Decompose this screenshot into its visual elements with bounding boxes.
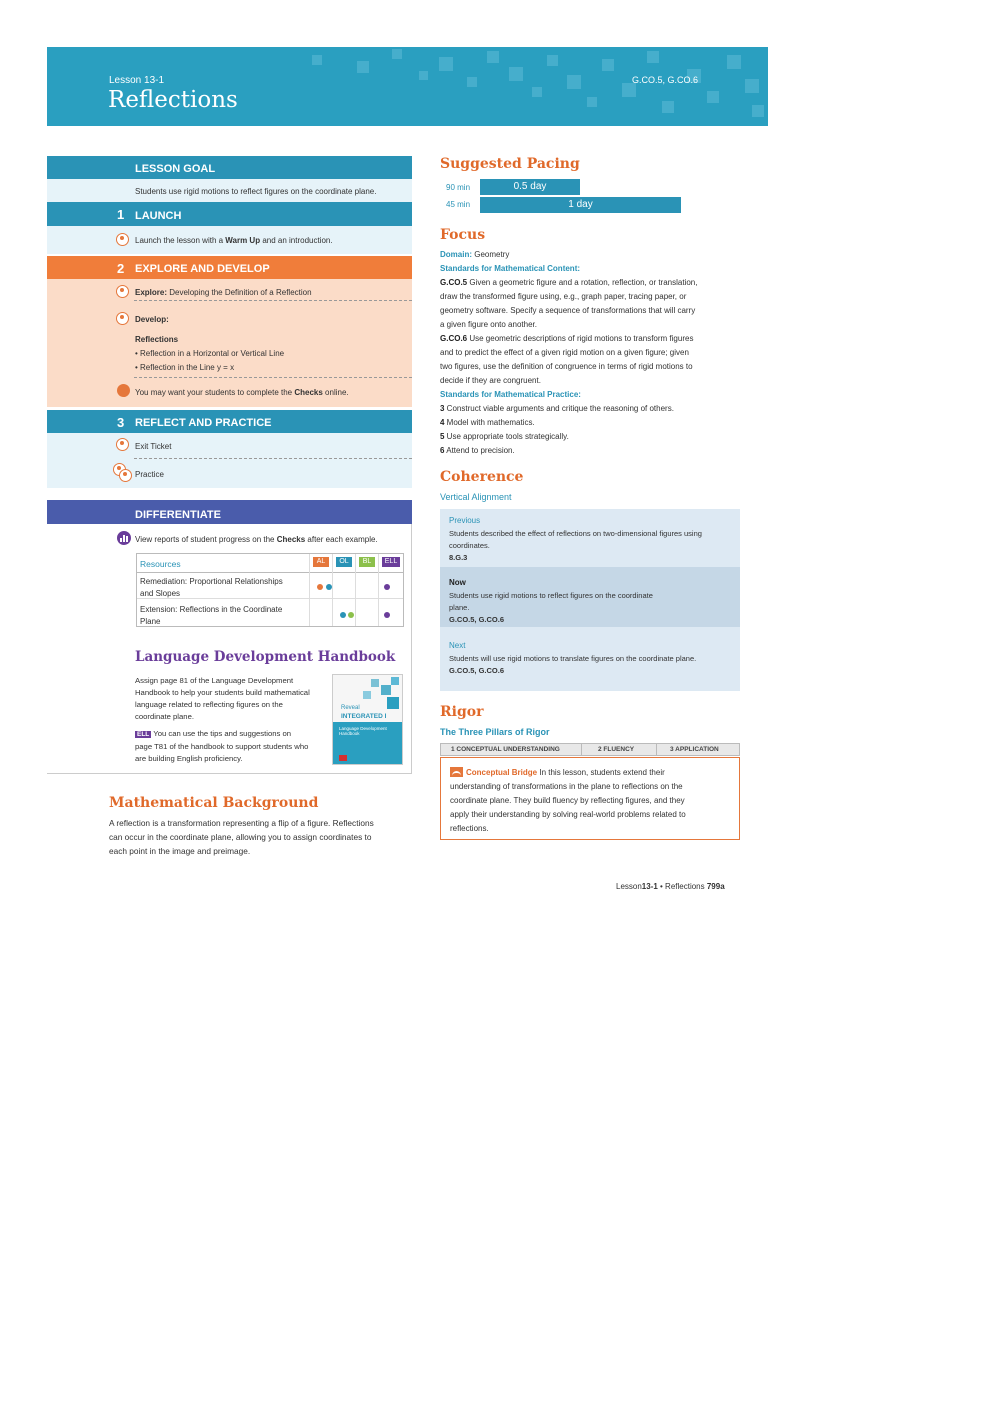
rigor-tab-application: 3 APPLICATION: [670, 746, 719, 753]
ldh-book-cover: [332, 674, 403, 765]
bridge-line-3: coordinate plane. They build fluency by reflecting figures, and they: [450, 796, 685, 805]
reflect-number: 3: [117, 415, 125, 430]
previous-line-2: coordinates.: [449, 541, 490, 550]
ldh-line-2: Handbook to help your students build mathematical: [135, 688, 310, 697]
remediation-line-1: Remediation: Proportional Relationships: [140, 577, 283, 586]
focus-title: Focus: [440, 227, 486, 243]
previous-label: Previous: [449, 516, 481, 525]
page-title: Reflections: [108, 87, 238, 113]
level-bl-badge: BL: [359, 557, 375, 567]
extension-line-1: Extension: Reflections in the Coordinate: [140, 605, 283, 614]
focus-content-label: Standards for Mathematical Content:: [440, 264, 581, 273]
bridge-line-1: Conceptual Bridge In this lesson, students extend their: [466, 768, 665, 777]
vertical-alignment-label: Vertical Alignment: [440, 492, 512, 502]
group-icon: [116, 312, 129, 325]
gco5-line-3: geometry software. Specify a sequence of transformations that will carry: [440, 306, 696, 315]
mp5: 5 Use appropriate tools strategically.: [440, 432, 569, 441]
launch-panel: [47, 226, 412, 254]
lesson-number: Lesson 13-1: [109, 75, 165, 86]
gco6-line-1: G.CO.6 Use geometric descriptions of rigid motions to transform figures: [440, 334, 694, 343]
cover-subtitle: Language Development Handbook: [339, 726, 387, 736]
exit-ticket: Exit Ticket: [135, 442, 172, 451]
math-background-line-1: A reflection is a transformation representing a flip of a figure. Reflections: [109, 818, 374, 828]
pacing-title: Suggested Pacing: [440, 156, 580, 172]
extension-line-2: Plane: [140, 617, 161, 626]
gco6-line-4: decide if they are congruent.: [440, 376, 541, 385]
mp6: 6 Attend to precision.: [440, 446, 515, 455]
lesson-header-banner: [47, 47, 768, 126]
mp3: 3 Construct viable arguments and critique the reasoning of others.: [440, 404, 674, 413]
lesson-goal-panel: [47, 179, 412, 202]
coherence-now: [440, 567, 740, 627]
ell-badge: ELL: [137, 731, 150, 738]
level-ell-badge: ELL: [382, 557, 400, 567]
math-background-title: Mathematical Background: [109, 795, 319, 811]
next-standards: G.CO.5, G.CO.6: [449, 666, 505, 675]
lesson-goal-bar: [47, 156, 412, 179]
next-line-1: Students will use rigid motions to translate figures on the coordinate plane.: [449, 654, 697, 663]
explore-heading: EXPLORE AND DEVELOP: [135, 263, 270, 275]
bridge-line-4: apply their understanding by solving real-world problems related to: [450, 810, 686, 819]
coherence-previous: [440, 509, 740, 567]
person-icon: [119, 469, 132, 482]
launch-heading: LAUNCH: [135, 210, 182, 222]
dot-bl: [348, 612, 354, 618]
now-standards: G.CO.5, G.CO.6: [449, 615, 505, 624]
dot-ell: [384, 612, 390, 618]
lesson-goal-text: Students use rigid motions to reflect figures on the coordinate plane.: [135, 187, 377, 196]
pacing-45-bar: 1 day: [480, 197, 681, 213]
checks-text: You may want your students to complete the Checks online.: [135, 388, 349, 397]
now-line-2: plane.: [449, 603, 470, 612]
rigor-tabs: [440, 743, 740, 756]
coherence-title: Coherence: [440, 469, 524, 485]
gco5-line-2: draw the transformed figure using, e.g., graph paper, tracing paper, or: [440, 292, 687, 301]
page-footer: Lesson13-1 • Reflections 799a: [616, 882, 725, 891]
launch-number: 1: [117, 207, 125, 222]
dot-ol: [326, 584, 332, 590]
gco6-line-3: two figures, use the definition of congruence in terms of rigid motions to: [440, 362, 693, 371]
focus-domain: Domain: Geometry: [440, 250, 510, 259]
ldh-line-3: language related to reflecting figures on the: [135, 700, 283, 709]
rigor-title: Rigor: [440, 704, 484, 720]
gco5-line-4: a given figure onto another.: [440, 320, 537, 329]
cover-brand: Reveal: [341, 705, 360, 711]
remediation-line-2: and Slopes: [140, 589, 181, 598]
pacing-45-label: 45 min: [446, 200, 471, 209]
cover-title: INTEGRATED I: [341, 713, 387, 720]
explore-text: Explore: Developing the Definition of a Reflection: [135, 288, 312, 297]
level-al-badge: AL: [313, 557, 329, 567]
resources-table: [136, 553, 404, 627]
reflect-panel: [47, 433, 412, 488]
launch-text: Launch the lesson with a Warm Up and an introduction.: [135, 236, 333, 245]
rigor-tab-conceptual: 1 CONCEPTUAL UNDERSTANDING: [451, 746, 560, 753]
bullet-reflection-y-x: • Reflection in the Line y = x: [135, 363, 235, 372]
previous-line-1: Students described the effect of reflections on two-dimensional figures using: [449, 529, 702, 538]
previous-standard: 8.G.3: [449, 553, 468, 562]
conceptual-bridge-box: [440, 757, 740, 840]
rigor-tab-fluency: 2 FLUENCY: [598, 746, 635, 753]
practice: Practice: [135, 470, 164, 479]
ldh-line-4: coordinate plane.: [135, 712, 194, 721]
bridge-line-2: understanding of transformations in the plane to reflections on the: [450, 782, 683, 791]
level-ol-badge: OL: [336, 557, 352, 567]
group-icon: [116, 438, 129, 451]
reflections-label: Reflections: [135, 335, 179, 344]
math-background-line-2: can occur in the coordinate plane, allowing you to assign coordinates to: [109, 832, 372, 842]
explore-panel: [47, 279, 412, 407]
ldh-line-7: are building English proficiency.: [135, 754, 243, 763]
ldh-line-1: Assign page 81 of the Language Development: [135, 676, 294, 685]
focus-practice-label: Standards for Mathematical Practice:: [440, 390, 581, 399]
person-icon: [117, 384, 130, 397]
bullet-reflection-horizontal: • Reflection in a Horizontal or Vertical Line: [135, 349, 285, 358]
group-icon: [116, 233, 129, 246]
explore-bar: [47, 256, 412, 279]
ldh-line-6: page T81 of the handbook to support students who: [135, 742, 309, 751]
bridge-icon: [450, 767, 463, 777]
lesson-goal-heading: LESSON GOAL: [135, 163, 216, 175]
bridge-line-5: reflections.: [450, 824, 489, 833]
coherence-next: [440, 627, 740, 691]
gco5-line-1: G.CO.5 Given a geometric figure and a rotation, reflection, or translation,: [440, 278, 698, 287]
reflect-bar: [47, 410, 412, 433]
explore-number: 2: [117, 261, 125, 276]
pacing-90-label: 90 min: [446, 183, 471, 192]
differentiate-bar: [47, 500, 412, 524]
now-line-1: Students use rigid motions to reflect figures on the coordinate: [449, 591, 653, 600]
next-label: Next: [449, 641, 466, 650]
now-label: Now: [449, 578, 466, 587]
gco6-line-2: and to predict the effect of a given rigid motion on a given figure; given: [440, 348, 689, 357]
pacing-90-bar: 0.5 day: [480, 179, 580, 195]
reflect-heading: REFLECT AND PRACTICE: [135, 417, 272, 429]
mp4: 4 Model with mathematics.: [440, 418, 535, 427]
resources-header: Resources: [140, 559, 181, 569]
header-standards: G.CO.5, G.CO.6: [632, 75, 699, 85]
math-background-line-3: each point in the image and preimage.: [109, 846, 251, 856]
rigor-subtitle: The Three Pillars of Rigor: [440, 727, 550, 737]
differentiate-heading: DIFFERENTIATE: [135, 509, 221, 521]
group-icon: [116, 285, 129, 298]
dot-ol: [340, 612, 346, 618]
launch-bar: [47, 202, 412, 226]
ldh-title: Language Development Handbook: [135, 649, 396, 665]
dot-al: [317, 584, 323, 590]
dot-ell: [384, 584, 390, 590]
view-reports-text: View reports of student progress on the Checks after each example.: [135, 535, 378, 544]
develop-label: Develop:: [135, 315, 169, 324]
chart-icon: [117, 531, 131, 545]
ldh-line-5: ELL You can use the tips and suggestions on: [137, 729, 292, 738]
